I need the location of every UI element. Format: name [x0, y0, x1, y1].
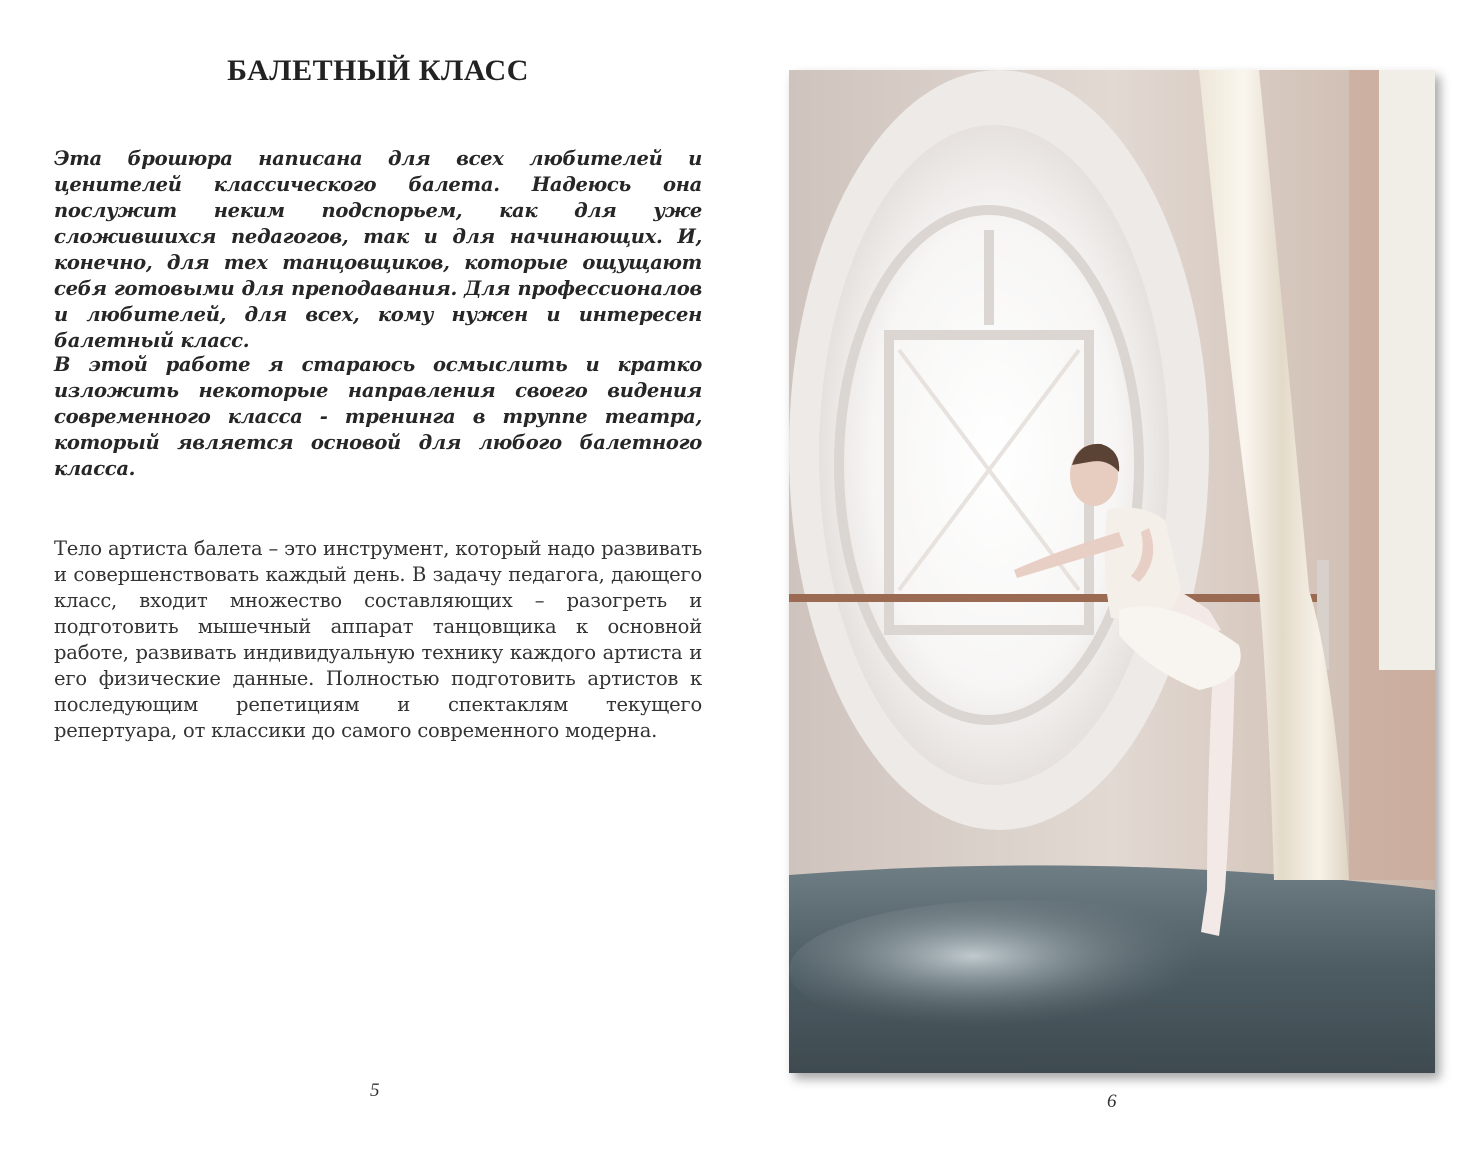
intro-paragraph-2: В этой работе я стараюсь осмыслить и кратко изложить некоторые направления своего видения современного класса - тренинга в труппе театра, который является основой для любого балетного класса.	[54, 353, 702, 480]
intro-paragraph-1: Эта брошюра написана для всех любителей и ценителей классического балета. Надеюсь она послужит неким подспорьем, как для уже сложившихся педагогов, так и для начинающих. И, конечно, для тех танцовщиков, которые ощущают себя готовыми для преподавания. Для профессионалов и любителей, для всех, кому нужен и интересен балетный класс.	[54, 147, 702, 352]
page-title: БАЛЕТНЫЙ КЛАСС	[227, 54, 529, 87]
ballerina-at-barre-photo	[789, 70, 1435, 1073]
body-paragraph: Тело артиста балета – это инструмент, который надо развивать и совершенствовать каждый день. В задачу педагога, дающего класс, входит множество составляющих – разогреть и подготовить мышечный аппарат танцовщика к основной работе, развивать индивидуальную технику каждого артиста и его физические данные. Полностью подготовить артистов к последующим репетициям и спектаклям текущего репертуара, от классики до самого современного модерна.	[54, 537, 702, 742]
page-number-right: 6	[1107, 1091, 1117, 1112]
page-number-left: 5	[370, 1080, 380, 1101]
photo-illustration	[789, 70, 1435, 1073]
